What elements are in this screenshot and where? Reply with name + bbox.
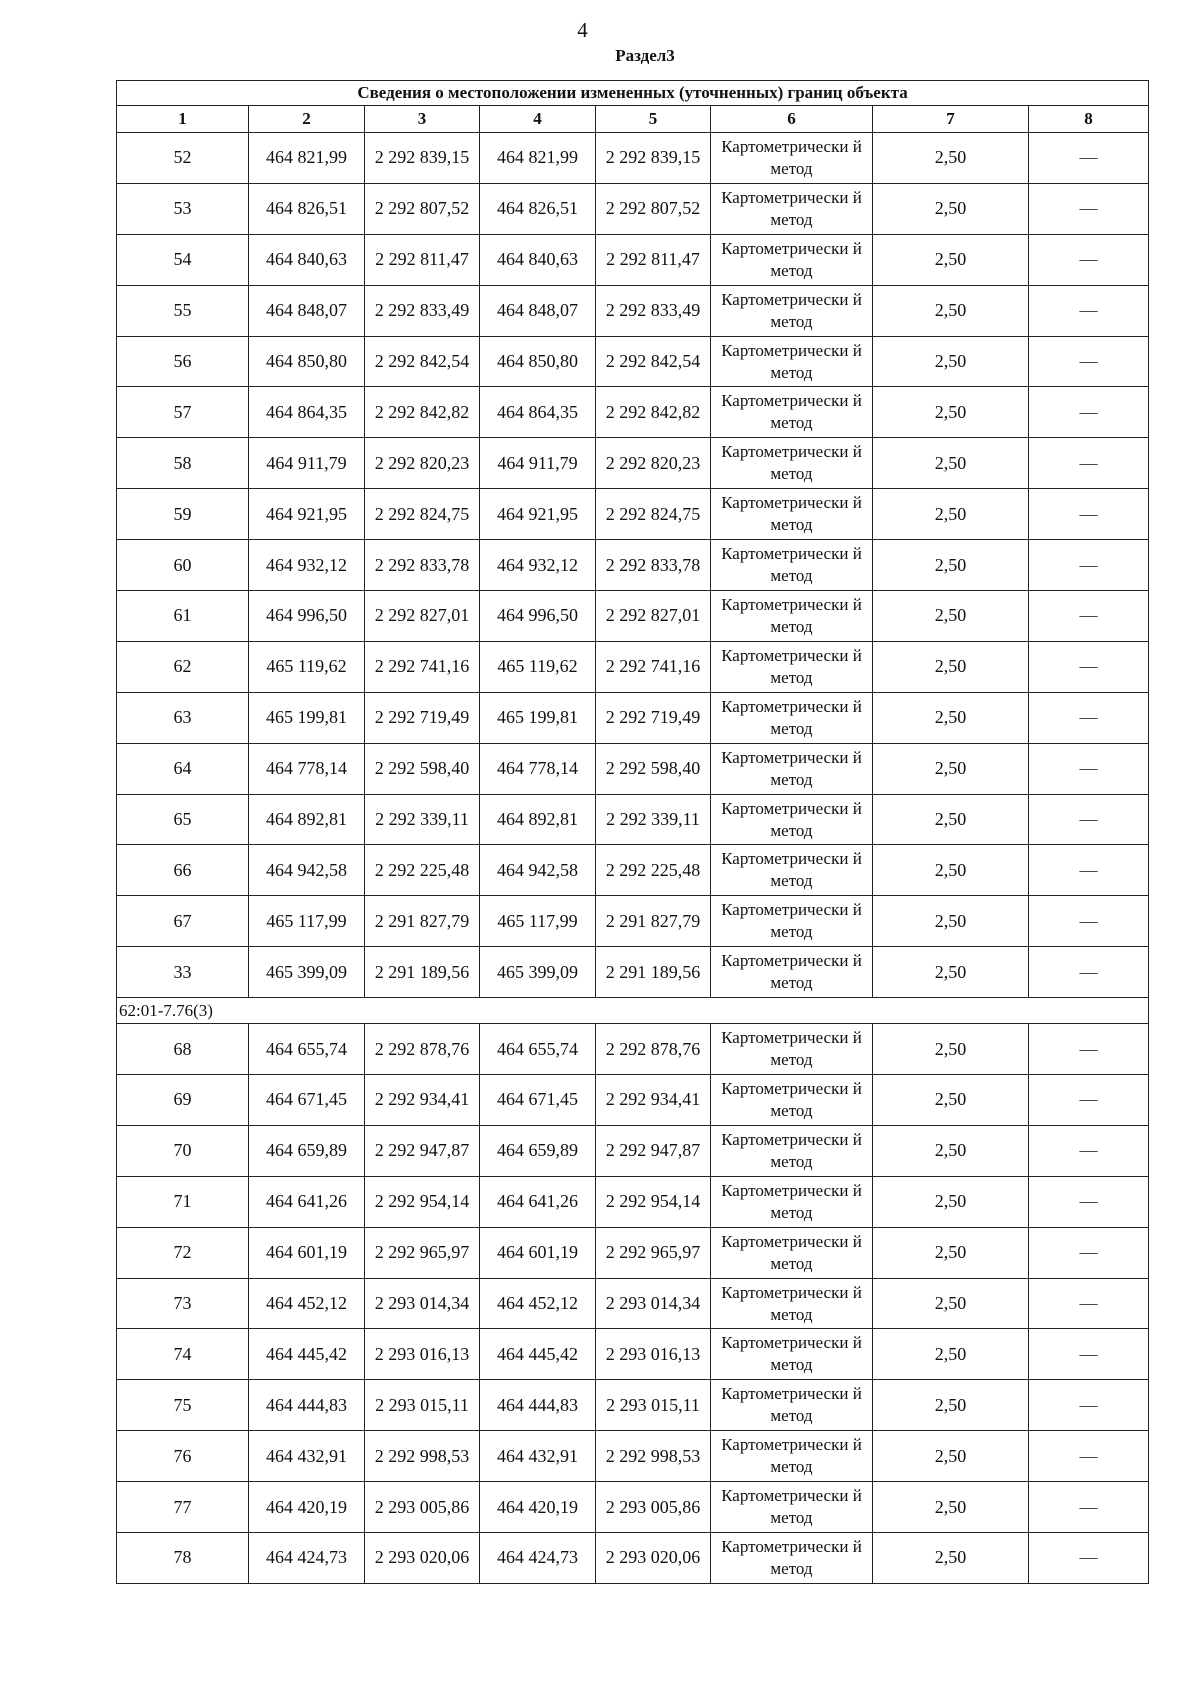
point-number-cell: 77: [117, 1482, 249, 1533]
y-refined-cell: 2 293 014,34: [596, 1278, 711, 1329]
method-cell: Картометрически й метод: [711, 1380, 873, 1431]
table-row: [117, 743, 1149, 794]
table-body: [117, 133, 1149, 1584]
x-existing-cell: 464 641,26: [249, 1176, 365, 1227]
x-existing-cell: 464 444,83: [249, 1380, 365, 1431]
x-refined-cell: 464 671,45: [480, 1075, 596, 1126]
y-existing-cell: 2 293 016,13: [365, 1329, 480, 1380]
x-refined-cell: 464 641,26: [480, 1176, 596, 1227]
table-row: [117, 1075, 1149, 1126]
x-refined-cell: 464 444,83: [480, 1380, 596, 1431]
x-existing-cell: 464 778,14: [249, 743, 365, 794]
x-existing-cell: 465 117,99: [249, 896, 365, 947]
x-refined-cell: 464 848,07: [480, 285, 596, 336]
x-refined-cell: 464 432,91: [480, 1431, 596, 1482]
note-dash-cell: —: [1029, 489, 1149, 540]
column-number: 2: [249, 106, 365, 133]
x-existing-cell: 464 892,81: [249, 794, 365, 845]
x-existing-cell: 464 996,50: [249, 591, 365, 642]
point-number-cell: 56: [117, 336, 249, 387]
x-existing-cell: 464 942,58: [249, 845, 365, 896]
table-row: [117, 234, 1149, 285]
x-refined-cell: 465 117,99: [480, 896, 596, 947]
accuracy-cell: 2,50: [873, 234, 1029, 285]
x-refined-cell: 464 778,14: [480, 743, 596, 794]
table-row: [117, 947, 1149, 998]
x-existing-cell: 464 932,12: [249, 540, 365, 591]
note-dash-cell: —: [1029, 1482, 1149, 1533]
table-row: [117, 692, 1149, 743]
accuracy-cell: 2,50: [873, 845, 1029, 896]
y-existing-cell: 2 292 839,15: [365, 133, 480, 184]
y-existing-cell: 2 292 598,40: [365, 743, 480, 794]
accuracy-cell: 2,50: [873, 794, 1029, 845]
point-number-cell: 60: [117, 540, 249, 591]
point-number-cell: 74: [117, 1329, 249, 1380]
y-existing-cell: 2 292 827,01: [365, 591, 480, 642]
y-existing-cell: 2 292 842,82: [365, 387, 480, 438]
table-row: [117, 1329, 1149, 1380]
x-existing-cell: 464 848,07: [249, 285, 365, 336]
y-refined-cell: 2 292 225,48: [596, 845, 711, 896]
accuracy-cell: 2,50: [873, 1075, 1029, 1126]
point-number-cell: 65: [117, 794, 249, 845]
y-existing-cell: 2 292 833,78: [365, 540, 480, 591]
method-cell: Картометрически й метод: [711, 540, 873, 591]
method-cell: Картометрически й метод: [711, 1176, 873, 1227]
x-refined-cell: 464 655,74: [480, 1024, 596, 1075]
column-number: 7: [873, 106, 1029, 133]
accuracy-cell: 2,50: [873, 896, 1029, 947]
x-existing-cell: 465 199,81: [249, 692, 365, 743]
table-row: [117, 285, 1149, 336]
y-existing-cell: 2 291 189,56: [365, 947, 480, 998]
accuracy-cell: 2,50: [873, 692, 1029, 743]
note-dash-cell: —: [1029, 1431, 1149, 1482]
x-refined-cell: 464 424,73: [480, 1533, 596, 1584]
y-existing-cell: 2 292 824,75: [365, 489, 480, 540]
note-dash-cell: —: [1029, 540, 1149, 591]
x-existing-cell: 464 921,95: [249, 489, 365, 540]
point-number-cell: 55: [117, 285, 249, 336]
point-number-cell: 63: [117, 692, 249, 743]
table-row: [117, 1431, 1149, 1482]
page-number: 4: [577, 18, 588, 42]
x-refined-cell: 464 826,51: [480, 183, 596, 234]
method-cell: Картометрически й метод: [711, 1024, 873, 1075]
point-number-cell: 70: [117, 1125, 249, 1176]
x-existing-cell: 464 821,99: [249, 133, 365, 184]
x-existing-cell: 464 424,73: [249, 1533, 365, 1584]
point-number-cell: 54: [117, 234, 249, 285]
table-row: [117, 1024, 1149, 1075]
note-dash-cell: —: [1029, 387, 1149, 438]
point-number-cell: 76: [117, 1431, 249, 1482]
method-cell: Картометрически й метод: [711, 845, 873, 896]
x-refined-cell: 464 840,63: [480, 234, 596, 285]
method-cell: Картометрически й метод: [711, 1227, 873, 1278]
x-refined-cell: 464 452,12: [480, 1278, 596, 1329]
note-dash-cell: —: [1029, 641, 1149, 692]
x-refined-cell: 465 399,09: [480, 947, 596, 998]
x-refined-cell: 464 932,12: [480, 540, 596, 591]
y-existing-cell: 2 292 998,53: [365, 1431, 480, 1482]
method-cell: Картометрически й метод: [711, 1075, 873, 1126]
column-number: 6: [711, 106, 873, 133]
method-cell: Картометрически й метод: [711, 692, 873, 743]
table-row: [117, 591, 1149, 642]
y-existing-cell: 2 292 833,49: [365, 285, 480, 336]
method-cell: Картометрически й метод: [711, 947, 873, 998]
column-number: 8: [1029, 106, 1149, 133]
point-number-cell: 68: [117, 1024, 249, 1075]
table-row: [117, 133, 1149, 184]
y-refined-cell: 2 292 827,01: [596, 591, 711, 642]
y-existing-cell: 2 292 947,87: [365, 1125, 480, 1176]
method-cell: Картометрически й метод: [711, 183, 873, 234]
x-refined-cell: 464 850,80: [480, 336, 596, 387]
method-cell: Картометрически й метод: [711, 591, 873, 642]
x-refined-cell: 464 445,42: [480, 1329, 596, 1380]
note-dash-cell: —: [1029, 1024, 1149, 1075]
accuracy-cell: 2,50: [873, 387, 1029, 438]
y-refined-cell: 2 292 842,82: [596, 387, 711, 438]
x-refined-cell: 464 601,19: [480, 1227, 596, 1278]
y-existing-cell: 2 292 719,49: [365, 692, 480, 743]
y-refined-cell: 2 292 339,11: [596, 794, 711, 845]
note-dash-cell: —: [1029, 183, 1149, 234]
y-refined-cell: 2 291 827,79: [596, 896, 711, 947]
x-existing-cell: 465 119,62: [249, 641, 365, 692]
y-refined-cell: 2 293 020,06: [596, 1533, 711, 1584]
method-cell: Картометрически й метод: [711, 743, 873, 794]
note-dash-cell: —: [1029, 692, 1149, 743]
point-number-cell: 69: [117, 1075, 249, 1126]
y-refined-cell: 2 292 878,76: [596, 1024, 711, 1075]
y-refined-cell: 2 292 824,75: [596, 489, 711, 540]
table-row: [117, 540, 1149, 591]
point-number-cell: 58: [117, 438, 249, 489]
accuracy-cell: 2,50: [873, 743, 1029, 794]
x-refined-cell: 464 659,89: [480, 1125, 596, 1176]
y-refined-cell: 2 293 005,86: [596, 1482, 711, 1533]
boundary-coordinates-table: [116, 80, 1149, 1584]
accuracy-cell: 2,50: [873, 1533, 1029, 1584]
note-dash-cell: —: [1029, 336, 1149, 387]
method-cell: Картометрически й метод: [711, 1125, 873, 1176]
accuracy-cell: 2,50: [873, 438, 1029, 489]
y-existing-cell: 2 292 807,52: [365, 183, 480, 234]
x-refined-cell: 464 821,99: [480, 133, 596, 184]
accuracy-cell: 2,50: [873, 1278, 1029, 1329]
note-dash-cell: —: [1029, 794, 1149, 845]
accuracy-cell: 2,50: [873, 641, 1029, 692]
table-row: [117, 336, 1149, 387]
x-existing-cell: 465 399,09: [249, 947, 365, 998]
method-cell: Картометрически й метод: [711, 489, 873, 540]
note-dash-cell: —: [1029, 438, 1149, 489]
table-row: [117, 1278, 1149, 1329]
note-dash-cell: —: [1029, 1176, 1149, 1227]
y-existing-cell: 2 292 934,41: [365, 1075, 480, 1126]
y-existing-cell: 2 293 020,06: [365, 1533, 480, 1584]
x-refined-cell: 464 892,81: [480, 794, 596, 845]
x-existing-cell: 464 911,79: [249, 438, 365, 489]
x-refined-cell: 464 996,50: [480, 591, 596, 642]
y-existing-cell: 2 292 954,14: [365, 1176, 480, 1227]
method-cell: Картометрически й метод: [711, 133, 873, 184]
method-cell: Картометрически й метод: [711, 1482, 873, 1533]
x-existing-cell: 464 445,42: [249, 1329, 365, 1380]
note-dash-cell: —: [1029, 591, 1149, 642]
x-existing-cell: 464 601,19: [249, 1227, 365, 1278]
method-cell: Картометрически й метод: [711, 1431, 873, 1482]
section-title: Раздел3: [615, 46, 675, 65]
accuracy-cell: 2,50: [873, 591, 1029, 642]
y-existing-cell: 2 292 811,47: [365, 234, 480, 285]
y-refined-cell: 2 292 842,54: [596, 336, 711, 387]
note-dash-cell: —: [1029, 1075, 1149, 1126]
group-label: 62:01-7.76(3): [117, 998, 1149, 1024]
column-number: 4: [480, 106, 596, 133]
x-existing-cell: 464 671,45: [249, 1075, 365, 1126]
table-caption: Сведения о местоположении измененных (уточненных) границ объекта: [117, 81, 1149, 106]
method-cell: Картометрически й метод: [711, 794, 873, 845]
y-existing-cell: 2 293 015,11: [365, 1380, 480, 1431]
y-refined-cell: 2 292 839,15: [596, 133, 711, 184]
x-existing-cell: 464 420,19: [249, 1482, 365, 1533]
point-number-cell: 64: [117, 743, 249, 794]
group-label-row: [117, 998, 1149, 1024]
y-existing-cell: 2 292 842,54: [365, 336, 480, 387]
note-dash-cell: —: [1029, 1227, 1149, 1278]
accuracy-cell: 2,50: [873, 183, 1029, 234]
table-row: [117, 387, 1149, 438]
note-dash-cell: —: [1029, 1329, 1149, 1380]
accuracy-cell: 2,50: [873, 540, 1029, 591]
y-refined-cell: 2 292 833,78: [596, 540, 711, 591]
table-row: [117, 794, 1149, 845]
table-row: [117, 1176, 1149, 1227]
note-dash-cell: —: [1029, 285, 1149, 336]
column-number: 1: [117, 106, 249, 133]
point-number-cell: 61: [117, 591, 249, 642]
x-existing-cell: 464 452,12: [249, 1278, 365, 1329]
point-number-cell: 72: [117, 1227, 249, 1278]
point-number-cell: 66: [117, 845, 249, 896]
y-existing-cell: 2 292 965,97: [365, 1227, 480, 1278]
y-refined-cell: 2 292 741,16: [596, 641, 711, 692]
y-refined-cell: 2 292 934,41: [596, 1075, 711, 1126]
column-number: 5: [596, 106, 711, 133]
x-refined-cell: 465 199,81: [480, 692, 596, 743]
method-cell: Картометрически й метод: [711, 1533, 873, 1584]
table-row: [117, 1482, 1149, 1533]
note-dash-cell: —: [1029, 947, 1149, 998]
accuracy-cell: 2,50: [873, 1024, 1029, 1075]
x-refined-cell: 464 921,95: [480, 489, 596, 540]
accuracy-cell: 2,50: [873, 947, 1029, 998]
note-dash-cell: —: [1029, 896, 1149, 947]
y-existing-cell: 2 292 820,23: [365, 438, 480, 489]
y-refined-cell: 2 291 189,56: [596, 947, 711, 998]
y-existing-cell: 2 291 827,79: [365, 896, 480, 947]
accuracy-cell: 2,50: [873, 1125, 1029, 1176]
column-number: 3: [365, 106, 480, 133]
accuracy-cell: 2,50: [873, 285, 1029, 336]
y-refined-cell: 2 293 015,11: [596, 1380, 711, 1431]
point-number-cell: 67: [117, 896, 249, 947]
table-row: [117, 845, 1149, 896]
accuracy-cell: 2,50: [873, 1431, 1029, 1482]
x-existing-cell: 464 826,51: [249, 183, 365, 234]
accuracy-cell: 2,50: [873, 1227, 1029, 1278]
y-refined-cell: 2 292 598,40: [596, 743, 711, 794]
y-refined-cell: 2 293 016,13: [596, 1329, 711, 1380]
y-refined-cell: 2 292 954,14: [596, 1176, 711, 1227]
table-row: [117, 1533, 1149, 1584]
method-cell: Картометрически й метод: [711, 285, 873, 336]
note-dash-cell: —: [1029, 845, 1149, 896]
accuracy-cell: 2,50: [873, 1329, 1029, 1380]
note-dash-cell: —: [1029, 1380, 1149, 1431]
note-dash-cell: —: [1029, 1533, 1149, 1584]
x-existing-cell: 464 659,89: [249, 1125, 365, 1176]
table-row: [117, 438, 1149, 489]
accuracy-cell: 2,50: [873, 133, 1029, 184]
y-refined-cell: 2 292 965,97: [596, 1227, 711, 1278]
point-number-cell: 78: [117, 1533, 249, 1584]
method-cell: Картометрически й метод: [711, 336, 873, 387]
y-existing-cell: 2 292 878,76: [365, 1024, 480, 1075]
method-cell: Картометрически й метод: [711, 1329, 873, 1380]
point-number-cell: 57: [117, 387, 249, 438]
y-refined-cell: 2 292 833,49: [596, 285, 711, 336]
y-existing-cell: 2 292 339,11: [365, 794, 480, 845]
note-dash-cell: —: [1029, 743, 1149, 794]
y-refined-cell: 2 292 820,23: [596, 438, 711, 489]
point-number-cell: 59: [117, 489, 249, 540]
point-number-cell: 71: [117, 1176, 249, 1227]
y-refined-cell: 2 292 719,49: [596, 692, 711, 743]
y-existing-cell: 2 293 014,34: [365, 1278, 480, 1329]
note-dash-cell: —: [1029, 133, 1149, 184]
note-dash-cell: —: [1029, 234, 1149, 285]
y-refined-cell: 2 292 947,87: [596, 1125, 711, 1176]
table-row: [117, 1227, 1149, 1278]
y-existing-cell: 2 292 225,48: [365, 845, 480, 896]
point-number-cell: 75: [117, 1380, 249, 1431]
method-cell: Картометрически й метод: [711, 234, 873, 285]
x-refined-cell: 464 942,58: [480, 845, 596, 896]
table-row: [117, 183, 1149, 234]
accuracy-cell: 2,50: [873, 489, 1029, 540]
point-number-cell: 52: [117, 133, 249, 184]
x-existing-cell: 464 850,80: [249, 336, 365, 387]
x-existing-cell: 464 432,91: [249, 1431, 365, 1482]
x-existing-cell: 464 840,63: [249, 234, 365, 285]
x-existing-cell: 464 655,74: [249, 1024, 365, 1075]
table-row: [117, 1125, 1149, 1176]
accuracy-cell: 2,50: [873, 1176, 1029, 1227]
table-row: [117, 1380, 1149, 1431]
x-existing-cell: 464 864,35: [249, 387, 365, 438]
point-number-cell: 53: [117, 183, 249, 234]
method-cell: Картометрически й метод: [711, 896, 873, 947]
method-cell: Картометрически й метод: [711, 641, 873, 692]
x-refined-cell: 465 119,62: [480, 641, 596, 692]
y-refined-cell: 2 292 998,53: [596, 1431, 711, 1482]
accuracy-cell: 2,50: [873, 1380, 1029, 1431]
method-cell: Картометрически й метод: [711, 438, 873, 489]
x-refined-cell: 464 911,79: [480, 438, 596, 489]
accuracy-cell: 2,50: [873, 1482, 1029, 1533]
table-row: [117, 896, 1149, 947]
point-number-cell: 73: [117, 1278, 249, 1329]
y-refined-cell: 2 292 811,47: [596, 234, 711, 285]
y-existing-cell: 2 293 005,86: [365, 1482, 480, 1533]
note-dash-cell: —: [1029, 1125, 1149, 1176]
point-number-cell: 33: [117, 947, 249, 998]
point-number-cell: 62: [117, 641, 249, 692]
accuracy-cell: 2,50: [873, 336, 1029, 387]
method-cell: Картометрически й метод: [711, 1278, 873, 1329]
x-refined-cell: 464 864,35: [480, 387, 596, 438]
table-row: [117, 489, 1149, 540]
note-dash-cell: —: [1029, 1278, 1149, 1329]
y-refined-cell: 2 292 807,52: [596, 183, 711, 234]
table-row: [117, 641, 1149, 692]
y-existing-cell: 2 292 741,16: [365, 641, 480, 692]
x-refined-cell: 464 420,19: [480, 1482, 596, 1533]
method-cell: Картометрически й метод: [711, 387, 873, 438]
